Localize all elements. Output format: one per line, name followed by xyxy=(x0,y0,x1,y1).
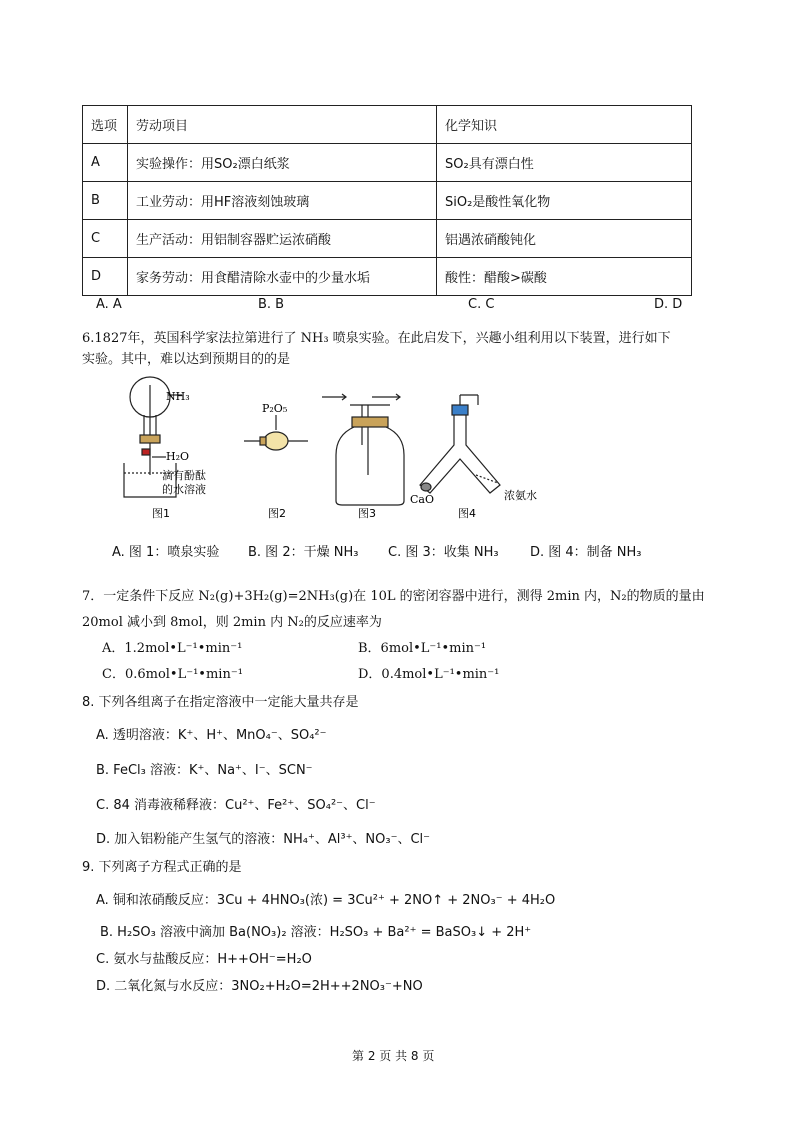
fig4-caption: 图4 xyxy=(458,507,476,520)
header-cell: 劳动项目 xyxy=(128,106,437,144)
table-header-row xyxy=(83,106,692,144)
table-cell: SO₂具有漂白性 xyxy=(437,144,692,182)
choice-b[interactable]: B. B xyxy=(258,297,285,312)
table-cell: B xyxy=(83,182,128,220)
fig1-caption: 图1 xyxy=(152,507,170,520)
table-cell: 生产活动：用铝制容器贮运浓硝酸 xyxy=(128,220,437,258)
fig1-solution-label-1: 滴有酚酞 xyxy=(162,469,206,482)
q8-stem: 8. 下列各组离子在指定溶液中一定能大量共存是 xyxy=(82,695,359,710)
fig4-cao-label: CaO xyxy=(410,493,434,506)
table-cell: SiO₂是酸性氧化物 xyxy=(437,182,692,220)
q7-option-d[interactable]: D．0.4mol•L⁻¹•min⁻¹ xyxy=(358,667,500,682)
table-cell: 铝遇浓硝酸钝化 xyxy=(437,220,692,258)
header-cell: 化学知识 xyxy=(437,106,692,144)
q9-option-a[interactable]: A. 铜和浓硝酸反应：3Cu + 4HNO₃(浓) = 3Cu²⁺ + 2NO↑ + 2NO₃⁻ + 4H₂O xyxy=(96,893,556,908)
choice-a[interactable]: A. A xyxy=(96,297,122,312)
choice-c[interactable]: C. C xyxy=(468,297,495,312)
q8-option-d[interactable]: D. 加入铝粉能产生氢气的溶液：NH₄⁺、Al³⁺、NO₃⁻、Cl⁻ xyxy=(96,832,431,847)
q9-stem: 9. 下列离子方程式正确的是 xyxy=(82,860,242,875)
q6-option-c[interactable]: C. 图 3：收集 NH₃ xyxy=(388,545,499,560)
q8-option-b[interactable]: B. FeCl₃ 溶液：K⁺、Na⁺、I⁻、SCN⁻ xyxy=(96,763,313,778)
fig1-nh3-label: NH₃ xyxy=(166,390,190,403)
table-cell: 家务劳动：用食醋清除水壶中的少量水垢 xyxy=(128,258,437,296)
table-row xyxy=(83,258,692,296)
q9-option-b[interactable]: B. H₂SO₃ 溶液中滴加 Ba(NO₃)₂ 溶液：H₂SO₃ + Ba²⁺ = BaSO₃↓ + 2H⁺ xyxy=(100,925,532,940)
table-cell: D xyxy=(83,258,128,296)
q6-stem-line1: 6.1827年，英国科学家法拉第进行了 NH₃ 喷泉实验。在此启发下，兴趣小组利用以下装置，进行如下 xyxy=(82,331,671,346)
q7-option-c[interactable]: C．0.6mol•L⁻¹•min⁻¹ xyxy=(102,667,243,682)
page-footer: 第 2 页 共 8 页 xyxy=(352,1049,435,1063)
q7-option-a[interactable]: A．1.2mol•L⁻¹•min⁻¹ xyxy=(102,641,243,656)
q6-option-d[interactable]: D. 图 4：制备 NH₃ xyxy=(530,545,642,560)
q7-stem-line1: 7．一定条件下反应 N₂(g)+3H₂(g)=2NH₃(g)在 10L 的密闭容器中进行，测得 2min 内，N₂的物质的量由 xyxy=(82,589,705,604)
question-table xyxy=(82,105,692,296)
fig3-caption: 图3 xyxy=(358,507,376,520)
fig1-solution-label-2: 的水溶液 xyxy=(162,483,206,496)
q8-option-c[interactable]: C. 84 消毒液稀释液：Cu²⁺、Fe²⁺、SO₄²⁻、Cl⁻ xyxy=(96,798,376,813)
q7-stem-line2: 20mol 减小到 8mol，则 2min 内 N₂的反应速率为 xyxy=(82,615,382,630)
fig2-p2o5-label: P₂O₅ xyxy=(262,402,288,415)
fig4-y-tube xyxy=(420,395,500,493)
table-cell: 酸性：醋酸>碳酸 xyxy=(437,258,692,296)
header-cell: 选项 xyxy=(83,106,128,144)
table-cell: C xyxy=(83,220,128,258)
q6-option-b[interactable]: B. 图 2：干燥 NH₃ xyxy=(248,545,359,560)
table-cell: 工业劳动：用HF溶液刻蚀玻璃 xyxy=(128,182,437,220)
table-row xyxy=(83,182,692,220)
choice-d[interactable]: D. D xyxy=(654,297,683,312)
fig4-ammonia-label: 浓氨水 xyxy=(504,489,537,502)
fig2-caption: 图2 xyxy=(268,507,286,520)
fig2-drying-tube xyxy=(244,415,308,450)
q6-stem-line2: 实验。其中，难以达到预期目的的是 xyxy=(82,352,291,367)
apparatus-figures xyxy=(110,375,550,523)
q9-option-d[interactable]: D. 二氧化氮与水反应：3NO₂+H₂O=2H++2NO₃⁻+NO xyxy=(96,979,423,994)
q6-option-a[interactable]: A. 图 1：喷泉实验 xyxy=(112,545,220,560)
q7-option-b[interactable]: B．6mol•L⁻¹•min⁻¹ xyxy=(358,641,487,656)
table-row xyxy=(83,144,692,182)
table-row xyxy=(83,220,692,258)
q9-option-c[interactable]: C. 氨水与盐酸反应：H++OH⁻=H₂O xyxy=(96,952,312,967)
table-cell: A xyxy=(83,144,128,182)
fig1-h2o-label: H₂O xyxy=(166,450,190,463)
q8-option-a[interactable]: A. 透明溶液：K⁺、H⁺、MnO₄⁻、SO₄²⁻ xyxy=(96,728,327,743)
table-cell: 实验操作：用SO₂漂白纸浆 xyxy=(128,144,437,182)
fig3-gas-bottle xyxy=(322,394,404,505)
